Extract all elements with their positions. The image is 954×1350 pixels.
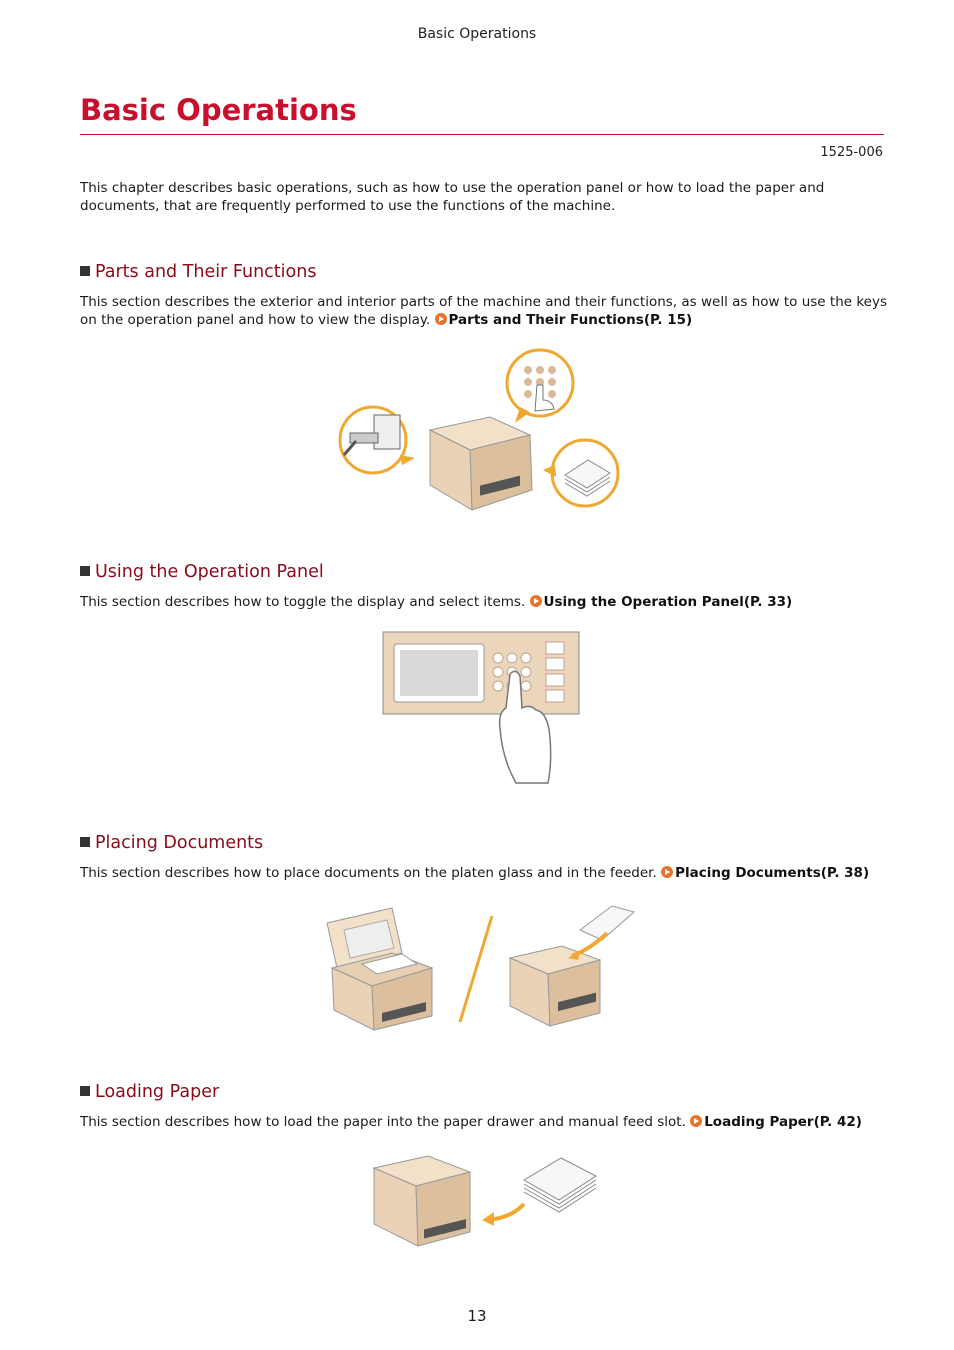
link-label: Loading Paper(P. 42) <box>704 1114 862 1130</box>
intro-paragraph: This chapter describes basic operations, such as how to use the operation panel or how to load the paper and documents, that are frequently performed to use the functions of the machine. <box>80 180 825 214</box>
section-heading-placing-documents <box>80 833 263 853</box>
page-title: Basic Operations <box>80 93 357 127</box>
keypad-bubble-icon <box>507 350 573 423</box>
document-id: 1525-006 <box>820 145 883 160</box>
section-body: This section describes how to toggle the display and select items. <box>80 594 526 610</box>
link-label: Parts and Their Functions(P. 15) <box>448 312 693 328</box>
loading-paper-illustration <box>366 1148 601 1250</box>
section-text-operation-panel <box>80 593 888 611</box>
printer-feeder-icon <box>510 906 634 1026</box>
link-arrow-icon <box>530 595 542 607</box>
section-text-placing-documents <box>80 864 888 882</box>
page-number: 13 <box>467 1307 487 1325</box>
printer-platen-open-icon <box>327 908 432 1030</box>
square-bullet-icon <box>80 837 90 847</box>
section-heading-label: Using the Operation Panel <box>95 562 324 582</box>
section-heading-loading-paper <box>80 1082 219 1102</box>
paper-stack-icon <box>524 1158 596 1212</box>
section-text-loading-paper <box>80 1113 888 1131</box>
square-bullet-icon <box>80 566 90 576</box>
printer-icon <box>374 1156 470 1246</box>
title-rule <box>80 134 884 135</box>
divider-slash <box>460 916 492 1022</box>
link-label: Using the Operation Panel(P. 33) <box>543 594 793 610</box>
section-heading-label: Placing Documents <box>95 833 264 853</box>
section-text-parts <box>80 293 888 329</box>
paper-stack-bubble-icon <box>543 440 618 506</box>
section-heading-label: Parts and Their Functions <box>95 262 317 282</box>
printer-icon <box>430 417 532 510</box>
link-label: Placing Documents(P. 38) <box>675 865 870 881</box>
link-using-operation-panel[interactable] <box>530 594 793 610</box>
section-heading-label: Loading Paper <box>95 1082 220 1102</box>
link-arrow-icon <box>435 313 447 325</box>
section-body: This section describes how to load the paper into the paper drawer and manual feed slot. <box>80 1114 686 1130</box>
square-bullet-icon <box>80 266 90 276</box>
power-plug-bubble-icon <box>340 407 415 473</box>
link-parts-and-functions[interactable] <box>435 312 693 328</box>
square-bullet-icon <box>80 1086 90 1096</box>
section-heading-parts <box>80 262 316 282</box>
section-body: This section describes how to place documents on the platen glass and in the feeder. <box>80 865 657 881</box>
link-placing-documents[interactable] <box>661 865 869 881</box>
running-header: Basic Operations <box>417 26 537 42</box>
operation-panel-illustration <box>380 628 585 786</box>
link-arrow-icon <box>690 1115 702 1127</box>
section-heading-operation-panel <box>80 562 324 582</box>
link-loading-paper[interactable] <box>690 1114 862 1130</box>
section-body: This section describes the exterior and interior parts of the machine and their functions, as well as how to use the keys on the operation panel and how to view the display. <box>80 294 888 328</box>
parts-illustration <box>330 345 630 515</box>
link-arrow-icon <box>661 866 673 878</box>
placing-documents-illustration <box>322 898 640 1036</box>
